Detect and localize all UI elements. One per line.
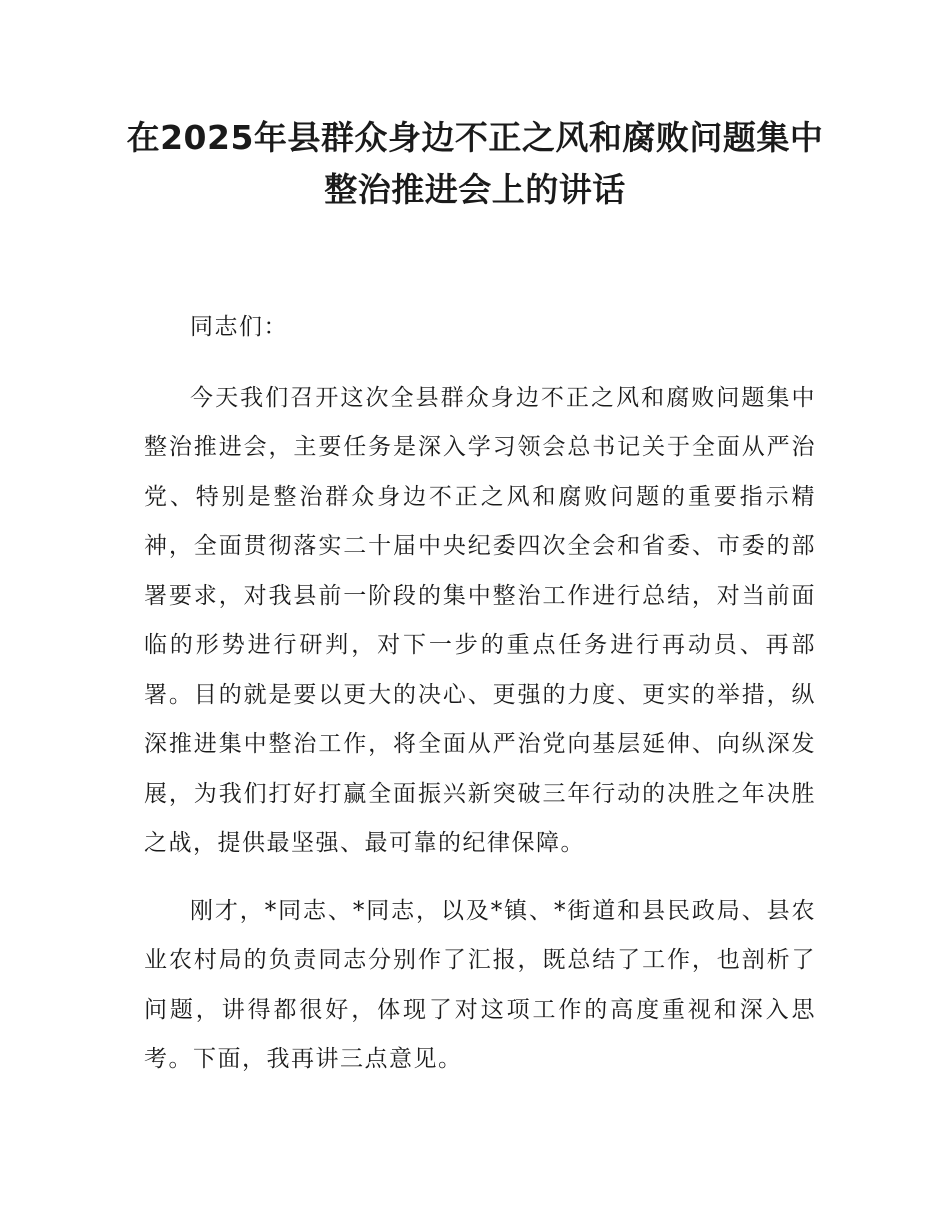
body-paragraph-1: 今天我们召开这次全县群众身边不正之风和腐败问题集中整治推进会，主要任务是深入学习领会总书记关于全面从严治党、特别是整治群众身边不正之风和腐败问题的重要指示精神，全面贯彻落实二十届中央纪委四次全会和省委、市委的部署要求，对我县前一阶段的集中整治工作进行总结，对当前面临的形势进行研判，对下一步的重点任务进行再动员、再部署。目的就是要以更大的决心、更强的力度、更实的举措，纵深推进集中整治工作，将全面从严治党向基层延伸、向纵深发展，为我们打好打赢全面振兴新突破三年行动的决胜之年决胜之战，提供最坚强、最可靠的纪律保障。 — [144, 384, 816, 856]
document-title: 在2025年县群众身边不正之风和腐败问题集中整治推进会上的讲话 — [126, 118, 824, 209]
greeting-paragraph: 同志们： — [190, 314, 288, 340]
body-paragraph-2: 刚才，*同志、*同志，以及*镇、*街道和县民政局、县农业农村局的负责同志分别作了汇报，既总结了工作，也剖析了问题，讲得都很好，体现了对这项工作的高度重视和深入思考。下面，我再讲三点意见。 — [144, 897, 816, 1072]
document-body — [144, 303, 816, 1103]
